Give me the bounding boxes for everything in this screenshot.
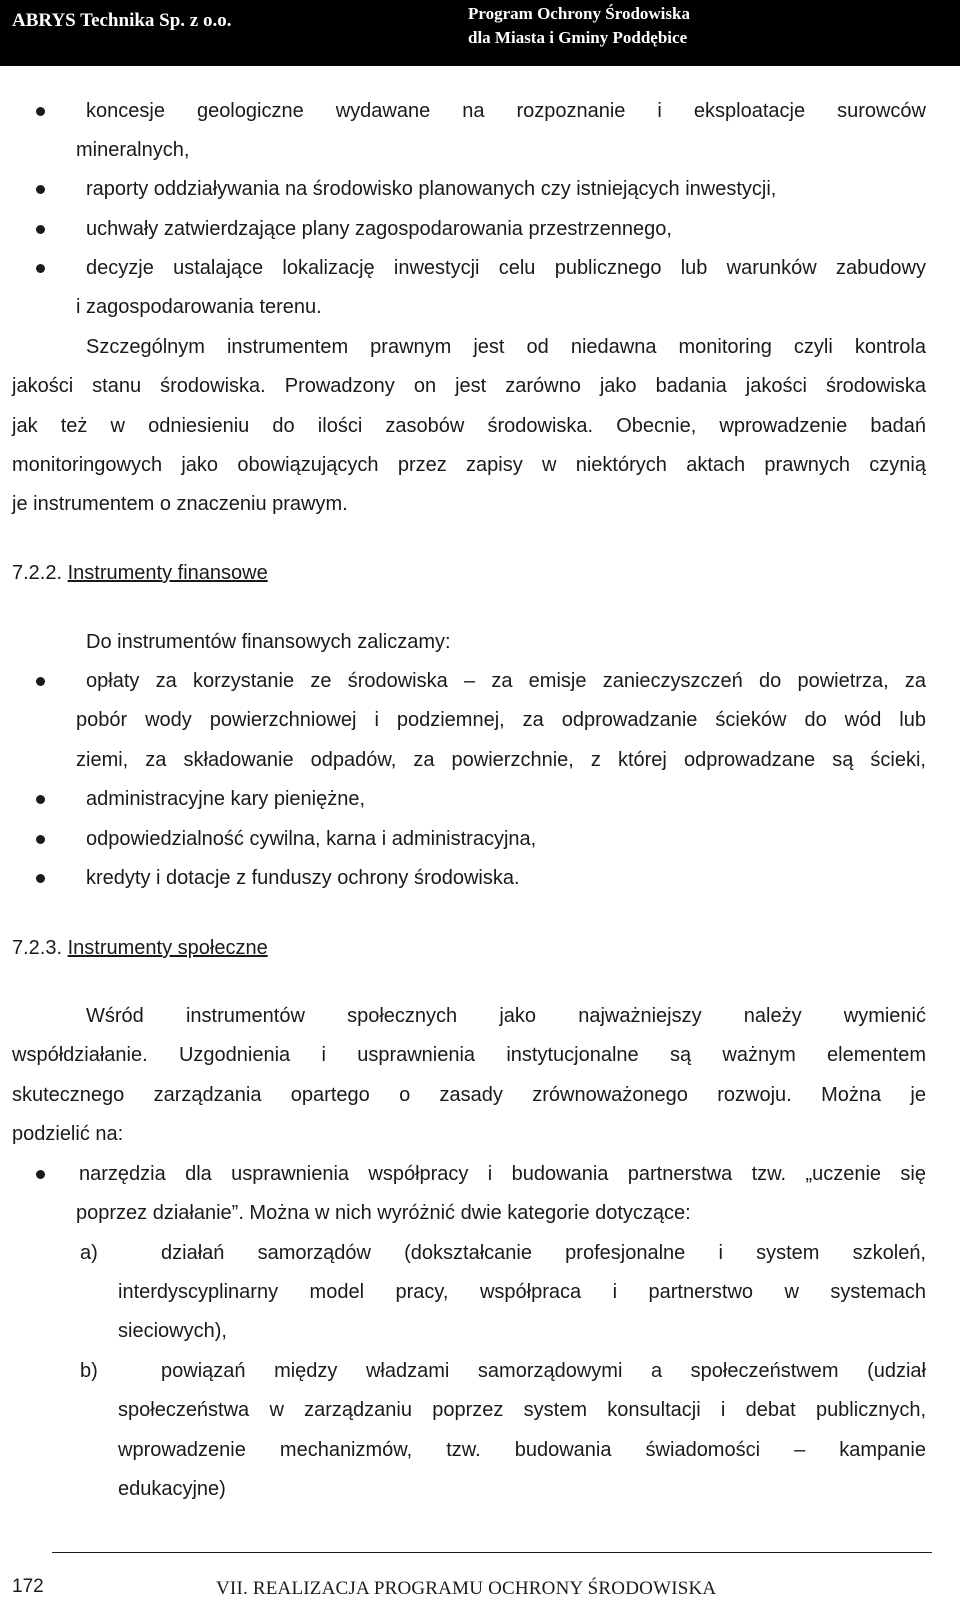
sublist-item-a-continuation: sieciowych), [118, 1320, 227, 1342]
list-item-continuation: pobór wody powierzchniowej i podziemnej, za odprowadzanie ścieków do wód lub [76, 709, 926, 731]
paragraph-line: Szczególnym instrumentem prawnym jest od niedawna monitoring czyli kontrola [86, 336, 926, 358]
sublist-marker-a: a) [80, 1242, 98, 1264]
list-item: narzędzia dla usprawnienia współpracy i budowania partnerstwa tzw. „uczenie się [79, 1163, 926, 1185]
page-header [0, 0, 960, 66]
list-item: koncesje geologiczne wydawane na rozpoznanie i eksploatacje surowców [86, 100, 926, 122]
sublist-item-b-continuation: społeczeństwa w zarządzaniu poprzez system konsultacji i debat publicznych, [118, 1399, 926, 1421]
list-item: odpowiedzialność cywilna, karna i administracyjna, [86, 828, 537, 850]
program-title-line2: dla Miasta i Gminy Poddębice [468, 28, 688, 47]
paragraph-line: monitoringowych jako obowiązujących przez zapisy w niektórych aktach prawnych czynią [12, 454, 926, 476]
list-item-continuation: ziemi, za składowanie odpadów, za powierzchnie, z której odprowadzane są ścieki, [76, 749, 926, 771]
sublist-marker-b: b) [80, 1360, 98, 1382]
chapter-title: VII. REALIZACJA PROGRAMU OCHRONY ŚRODOWISKA [216, 1578, 717, 1599]
list-item-continuation: i zagospodarowania terenu. [76, 296, 322, 318]
paragraph-line: podzielić na: [12, 1123, 124, 1145]
intro-text: Do instrumentów finansowych zaliczamy: [86, 631, 451, 653]
section-heading [12, 935, 268, 961]
sublist-item-b-continuation: wprowadzenie mechanizmów, tzw. budowania świadomości – kampanie [118, 1439, 926, 1461]
list-item: kredyty i dotacje z funduszy ochrony środowiska. [86, 867, 520, 889]
list-item-continuation: poprzez działanie”. Można w nich wyróżnić dwie kategorie dotyczące: [76, 1202, 691, 1224]
sublist-item-a: działań samorządów (dokształcanie profesjonalne i system szkoleń, [161, 1242, 926, 1264]
bullet [36, 795, 45, 804]
list-item: decyzje ustalające lokalizację inwestycji celu publicznego lub warunków zabudowy [86, 257, 926, 279]
bullet [36, 1170, 45, 1179]
paragraph-line: współdziałanie. Uzgodnienia i usprawnienia instytucjonalne są ważnym elementem [12, 1044, 926, 1066]
list-item-continuation: mineralnych, [76, 139, 190, 161]
paragraph-line: skutecznego zarządzania opartego o zasady zrównoważonego rozwoju. Można je [12, 1084, 926, 1106]
company-name: ABRYS Technika Sp. z o.o. [12, 10, 232, 31]
section-title: Instrumenty finansowe [67, 562, 268, 584]
sublist-item-b-continuation: edukacyjne) [118, 1478, 226, 1500]
bullet [36, 107, 45, 116]
list-item: opłaty za korzystanie ze środowiska – za emisje zanieczyszczeń do powietrza, za [86, 670, 926, 692]
bullet [36, 874, 45, 883]
page-number: 172 [12, 1576, 44, 1597]
list-item: raporty oddziaływania na środowisko planowanych czy istniejących inwestycji, [86, 178, 777, 200]
section-heading [12, 560, 268, 586]
list-item: administracyjne kary pieniężne, [86, 788, 366, 810]
program-title-line1: Program Ochrony Środowiska [468, 4, 690, 23]
paragraph-line: jak też w odniesieniu do ilości zasobów środowiska. Obecnie, wprowadzenie badań [12, 415, 926, 437]
bullet [36, 185, 45, 194]
sublist-item-b: powiązań między władzami samorządowymi a społeczeństwem (udział [161, 1360, 926, 1382]
paragraph-line: Wśród instrumentów społecznych jako najważniejszy należy wymienić [86, 1005, 926, 1027]
section-title: Instrumenty społeczne [67, 937, 268, 959]
bullet [36, 264, 45, 273]
section-number: 7.2.2. [12, 562, 63, 584]
paragraph-line: jakości stanu środowiska. Prowadzony on jest zarówno jako badania jakości środowiska [12, 375, 926, 397]
section-number: 7.2.3. [12, 937, 63, 959]
bullet [36, 835, 45, 844]
paragraph-line: je instrumentem o znaczeniu prawym. [12, 493, 348, 515]
footer-divider [52, 1552, 932, 1553]
list-item: uchwały zatwierdzające plany zagospodarowania przestrzennego, [86, 218, 672, 240]
sublist-item-a-continuation: interdyscyplinarny model pracy, współpraca i partnerstwo w systemach [118, 1281, 926, 1303]
bullet [36, 677, 45, 686]
bullet [36, 225, 45, 234]
